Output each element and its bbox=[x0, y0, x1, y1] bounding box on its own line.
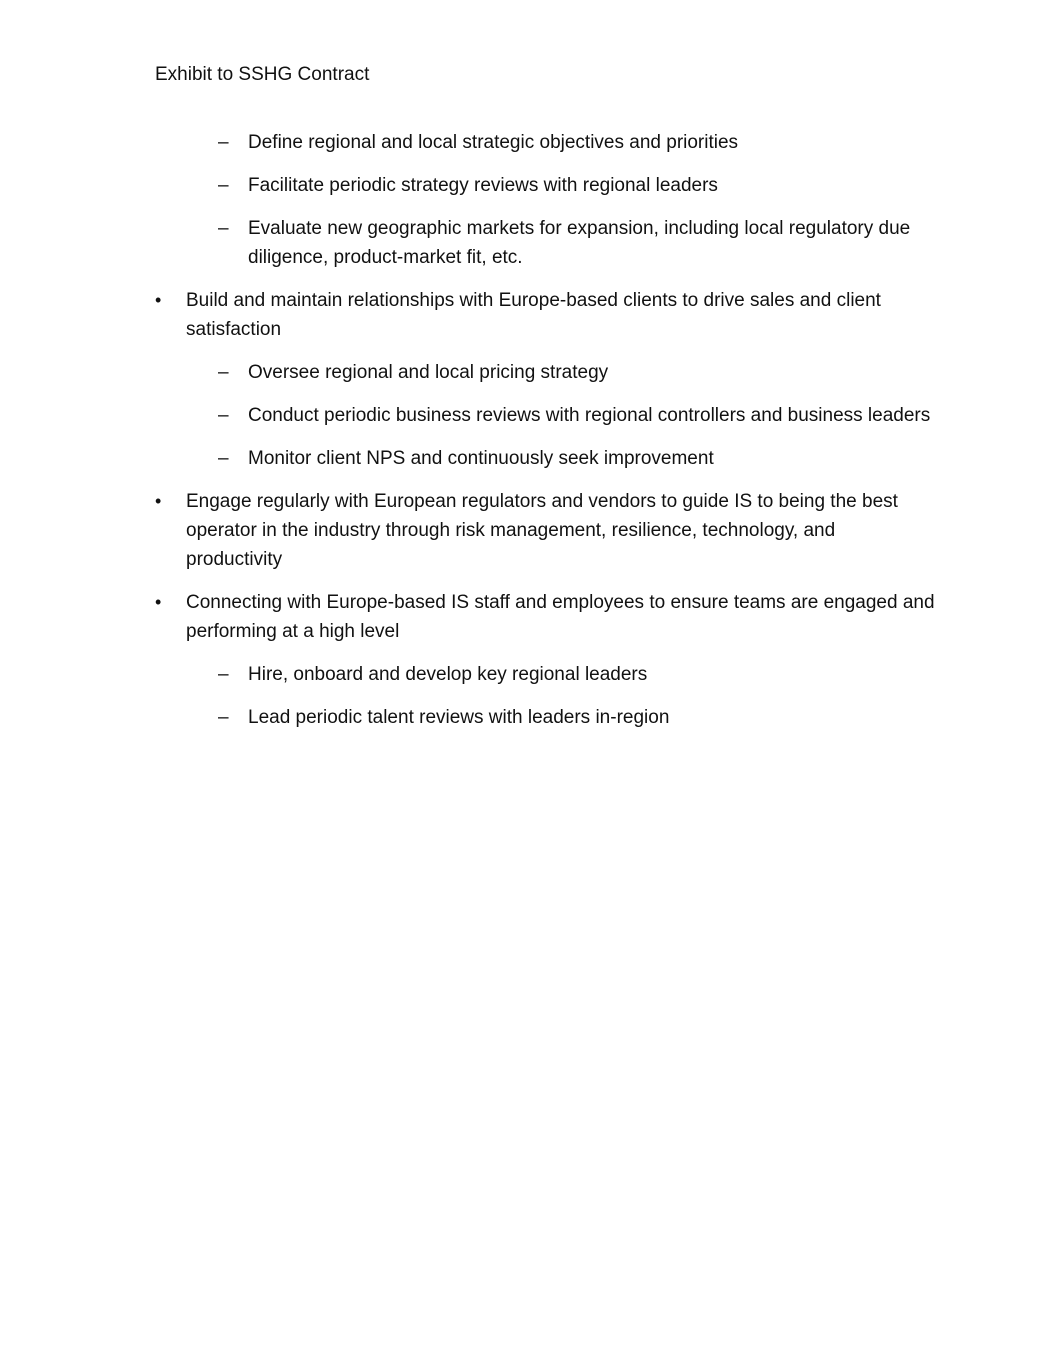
list-item-text: Build and maintain relationships with Europe-based clients to drive sales and client satisfaction bbox=[186, 290, 881, 340]
list-item bbox=[155, 286, 935, 344]
list-item-text: Define regional and local strategic objectives and priorities bbox=[248, 132, 739, 153]
bullet-marker: • bbox=[155, 592, 162, 612]
list-item-text: Monitor client NPS and continuously seek improvement bbox=[248, 448, 714, 469]
list-item-text: Evaluate new geographic markets for expansion, including local regulatory due diligence, product-market fit, etc. bbox=[248, 218, 911, 268]
list-item bbox=[155, 171, 935, 200]
dash-marker: – bbox=[218, 405, 229, 426]
dash-marker: – bbox=[218, 664, 229, 685]
list-item bbox=[155, 703, 935, 732]
list-item-text: Engage regularly with European regulators and vendors to guide IS to being the best operator in the industry through risk management, resilience, technology, and productivity bbox=[186, 491, 898, 570]
list-item bbox=[155, 401, 935, 430]
dash-marker: – bbox=[218, 448, 229, 469]
list-item-text: Lead periodic talent reviews with leaders in-region bbox=[248, 707, 670, 728]
list-item-text: Hire, onboard and develop key regional leaders bbox=[248, 664, 648, 685]
dash-marker: – bbox=[218, 707, 229, 728]
list-item-text: Connecting with Europe-based IS staff and employees to ensure teams are engaged and performing at a high level bbox=[186, 592, 935, 642]
list-item bbox=[155, 214, 935, 272]
page-header: Exhibit to SSHG Contract bbox=[155, 64, 370, 85]
document-body bbox=[155, 128, 935, 746]
list-item bbox=[155, 588, 935, 646]
bullet-marker: • bbox=[155, 491, 162, 511]
list-item bbox=[155, 660, 935, 689]
list-item bbox=[155, 358, 935, 387]
list-item-text: Conduct periodic business reviews with regional controllers and business leaders bbox=[248, 405, 931, 426]
list-item-text: Facilitate periodic strategy reviews with regional leaders bbox=[248, 175, 718, 196]
dash-marker: – bbox=[218, 218, 229, 239]
dash-marker: – bbox=[218, 362, 229, 383]
list-item bbox=[155, 128, 935, 157]
list-item bbox=[155, 444, 935, 473]
dash-marker: – bbox=[218, 175, 229, 196]
list-item-text: Oversee regional and local pricing strategy bbox=[248, 362, 609, 383]
list-item bbox=[155, 487, 935, 574]
bullet-marker: • bbox=[155, 290, 162, 310]
dash-marker: – bbox=[218, 132, 229, 153]
